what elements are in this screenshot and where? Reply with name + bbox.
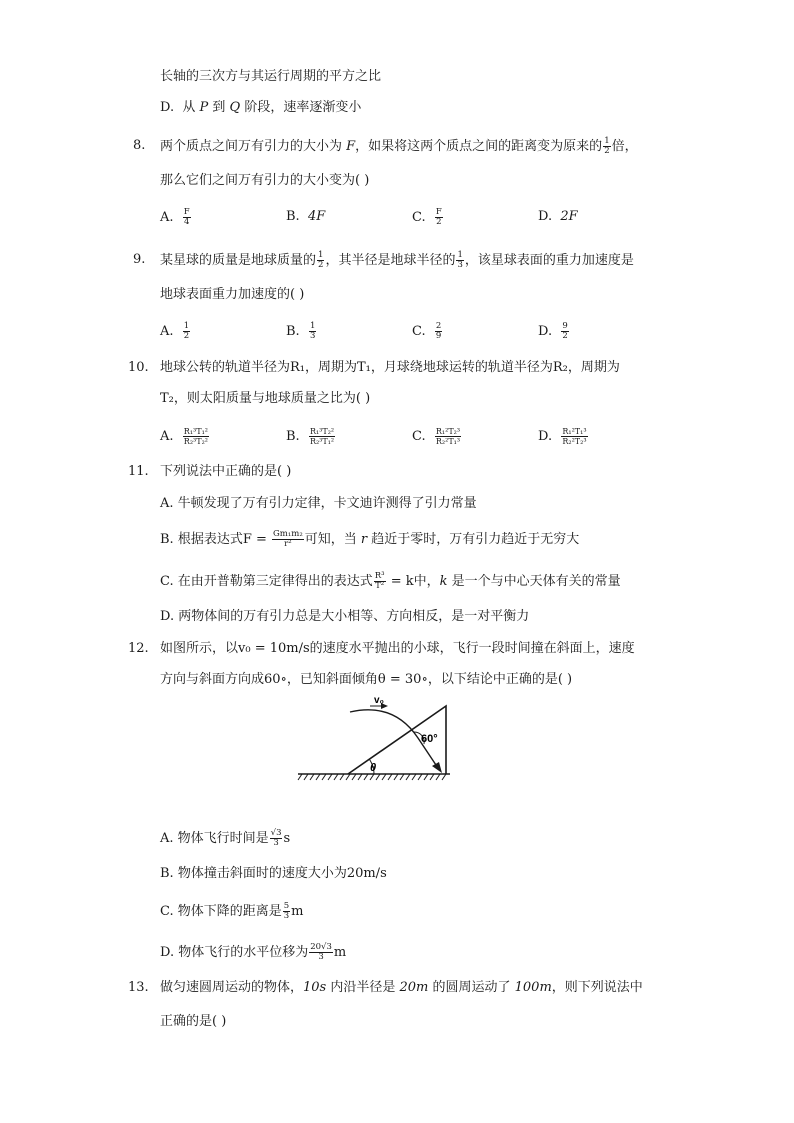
impact-arrowhead — [432, 762, 442, 773]
q9-option-c[interactable]: C. $\frac{2}{9}$ — [412, 321, 442, 341]
q13-stem-line1: 做匀速圆周运动的物体，10s 内沿半径是 20m 的圆周运动了 100m，则下列说法中 — [160, 980, 643, 995]
q8-stem-line2: 那么它们之间万有引力的大小变为( ) — [160, 173, 370, 188]
q11-option-d[interactable]: D. 两物体间的万有引力总是大小相等、方向相反，是一对平衡力 — [160, 609, 530, 624]
q12-option-d[interactable]: D. 物体飞行的水平位移为 $\frac{20√3}{3}$ m — [160, 942, 347, 962]
v0-label: v₀ — [374, 696, 385, 706]
q12-option-c[interactable]: C. 物体下降的距离是 $\frac{5}{3}$ m — [160, 901, 304, 921]
q12-option-a[interactable]: A. 物体飞行时间是 $\frac{√3}{3}$ s — [160, 828, 291, 848]
q8-stem-line1: 两个质点之间万有引力的大小为 F，如果将这两个质点之间的距离变为原来的 $\frac{1}{2}$ 倍， — [160, 136, 638, 156]
q9-option-a[interactable]: A. $\frac{1}{2}$ — [160, 321, 190, 341]
q9-option-d[interactable]: D. $\frac{9}{2}$ — [538, 321, 568, 341]
q10-stem-line1: 地球公转的轨道半径为R₁，周期为T₁，月球绕地球运转的轨道半径为R₂，周期为 — [160, 360, 620, 375]
q12-stem-line2: 方向与斜面方向成60∘，已知斜面倾角θ = 30∘，以下结论中正确的是( ) — [160, 672, 573, 687]
q10-option-c[interactable]: C. $\frac{\text{R₁²T₂³}}{\text{R₂²T₁³}}$ — [412, 427, 461, 446]
q13-number: 13. — [128, 980, 149, 995]
q10-option-b[interactable]: B. $\frac{\text{R₁³T₂²}}{\text{R₂³T₁²}}$ — [286, 427, 335, 446]
q9-stem-line1: 某星球的质量是地球质量的 $\frac{1}{2}$ ，其半径是地球半径的 $\frac{1}{3}$ ，该星球表面的重力加速度是 — [160, 250, 634, 270]
projectile-incline-figure — [294, 696, 454, 784]
q11-option-b[interactable]: B. 根据表达式F = $\frac{\text{Gm₁m₂}}{\text{r²}}$ 可知，当 r 趋近于零时，万有引力趋近于无穷大 — [160, 529, 580, 549]
q13-stem-line2: 正确的是( ) — [160, 1014, 227, 1029]
q11-number: 11. — [128, 464, 149, 479]
q9-stem-line2: 地球表面重力加速度的( ) — [160, 287, 305, 302]
angle-60-label: 60° — [421, 733, 438, 745]
q10-number: 10. — [128, 360, 149, 375]
q7-option-d: D. 从 P 到 Q 阶段，速率逐渐变小 — [160, 100, 362, 115]
q7-continuation-line: 长轴的三次方与其运行周期的平方之比 — [160, 69, 382, 84]
q11-option-a[interactable]: A. 牛顿发现了万有引力定律，卡文迪许测得了引力常量 — [160, 496, 477, 511]
q8-option-c[interactable]: C. $\frac{F}{2}$ — [412, 207, 442, 227]
q12-number: 12. — [128, 641, 149, 656]
q10-option-a[interactable]: A. $\frac{\text{R₁³T₁²}}{\text{R₂³T₂²}}$ — [160, 427, 208, 446]
q12-stem-line1: 如图所示，以v₀ = 10m/s的速度水平抛出的小球，飞行一段时间撞在斜面上，速度 — [160, 641, 635, 656]
q9-option-b[interactable]: B. $\frac{1}{3}$ — [286, 321, 316, 341]
q8-option-a[interactable]: A. $\frac{F}{4}$ — [160, 207, 190, 227]
ground-hatching — [298, 774, 446, 780]
q10-option-d[interactable]: D. $\frac{\text{R₁²T₁³}}{\text{R₂²T₂³}}$ — [538, 427, 587, 446]
q11-option-c[interactable]: C. 在由开普勒第三定律得出的表达式 $\frac{\text{R³}}{\text{T²}}$ = k中，k 是一个与中心天体有关的常量 — [160, 571, 621, 591]
q9-number: 9. — [133, 252, 146, 267]
q8-option-b[interactable]: B. 4F — [286, 209, 326, 224]
q10-stem-line2: T₂，则太阳质量与地球质量之比为( ) — [160, 391, 371, 406]
theta-label: θ — [370, 762, 377, 774]
q8-option-d[interactable]: D. 2F — [538, 209, 578, 224]
q12-option-b[interactable]: B. 物体撞击斜面时的速度大小为20m/s — [160, 866, 387, 881]
q8-number: 8. — [133, 138, 146, 153]
q11-stem: 下列说法中正确的是( ) — [160, 464, 292, 479]
fraction: $\frac{1}{2}$ — [604, 136, 610, 156]
